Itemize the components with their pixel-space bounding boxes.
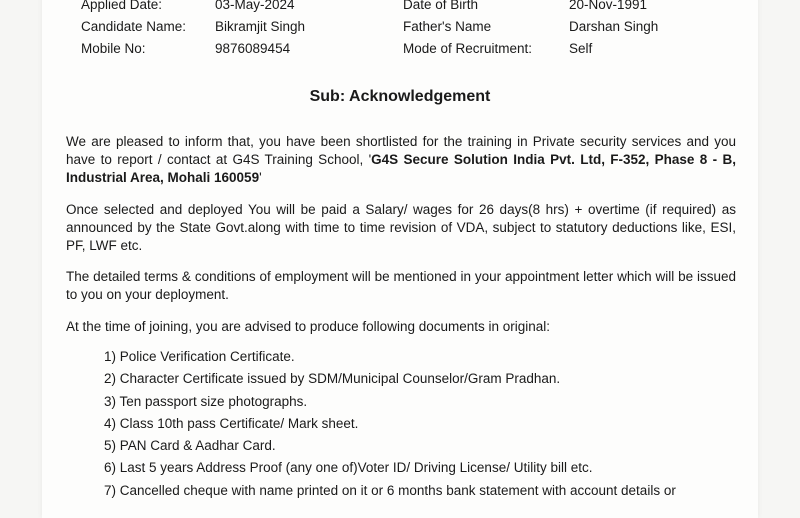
document-item: 7) Cancelled cheque with name printed on it or 6 months bank statement with account details or — [104, 482, 676, 498]
training-school-address: G4S Secure Solution India Pvt. Ltd, F-352, Phase 8 - B, Industrial Area, Mohali 160059 — [66, 152, 736, 185]
applied-date-value: 03-May-2024 — [215, 0, 295, 12]
candidate-name-value: Bikramjit Singh — [215, 19, 306, 34]
shortlist-paragraph — [66, 133, 736, 187]
required-documents-list — [104, 346, 676, 502]
father-name-value: Darshan Singh — [569, 19, 659, 34]
candidate-info-grid — [81, 0, 769, 58]
salary-paragraph: Once selected and deployed You will be paid a Salary/ wages for 26 days(8 hrs) + overtime (if required) as announced by the State Govt.along with time to time revision of VDA, subject to statutory deductions like, ESI, PF, LWF etc. — [66, 202, 736, 253]
document-item: 5) PAN Card & Aadhar Card. — [104, 438, 276, 454]
document-item: 1) Police Verification Certificate. — [104, 349, 295, 364]
document-item: 2) Character Certificate issued by SDM/Municipal Counselor/Gram Pradhan. — [104, 371, 561, 387]
recruitment-mode-value: Self — [569, 41, 593, 56]
subject-heading: Sub: Acknowledgement — [309, 88, 491, 105]
documents-intro: At the time of joining, you are advised to produce following documents in original: — [66, 319, 551, 334]
father-name-label: Father's Name — [403, 19, 492, 34]
shortlist-text: We are pleased to inform that, you have been shortlisted for the training in Private security services and you have to report / contact at G4S Training School, ' — [66, 134, 736, 167]
applied-date-label: Applied Date: — [81, 0, 163, 12]
document-item: 3) Ten passport size photographs. — [104, 393, 308, 409]
recruitment-mode-label: Mode of Recruitment: — [403, 41, 533, 56]
mobile-value: 9876089454 — [215, 41, 291, 56]
candidate-name-label: Candidate Name: — [81, 19, 187, 34]
mobile-label: Mobile No: — [81, 41, 146, 56]
terms-paragraph: The detailed terms & conditions of employment will be mentioned in your appointment letter which will be issued to you on your deployment. — [66, 269, 736, 302]
dob-value: 20-Nov-1991 — [569, 0, 648, 12]
shortlist-text-end: ' — [259, 170, 262, 185]
document-item: 6) Last 5 years Address Proof (any one of)Voter ID/ Driving License/ Utility bill etc. — [104, 460, 593, 476]
dob-label: Date of Birth — [403, 0, 479, 12]
document-item: 4) Class 10th pass Certificate/ Mark sheet. — [104, 415, 359, 431]
